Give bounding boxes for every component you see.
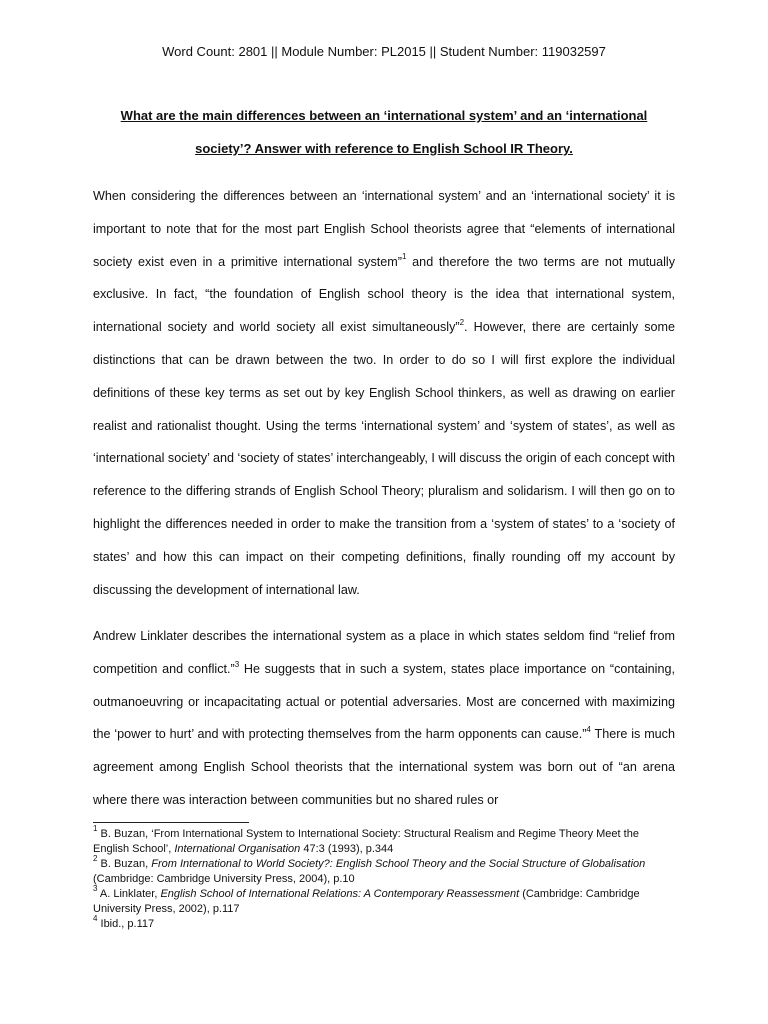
paragraph-text: There is much agreement among English School theorists that the international system was born out of “an arena where there was interaction between communities but no shared rules or xyxy=(93,727,675,807)
footnote-text: 47:3 (1993), p.344 xyxy=(300,843,394,855)
footnote-text: (Cambridge: Cambridge University Press, 2004), p.10 xyxy=(93,873,355,885)
footnote-number: 4 xyxy=(93,914,98,924)
footnote-separator xyxy=(93,822,249,823)
footnote-2 xyxy=(93,854,675,887)
body-paragraph-1 xyxy=(93,180,675,606)
page-header: Word Count: 2801 || Module Number: PL2015 || Student Number: 119032597 xyxy=(162,44,606,59)
essay-title xyxy=(93,99,675,165)
footnote-text: B. Buzan, xyxy=(97,858,152,870)
footnote-1 xyxy=(93,824,675,857)
paragraph-text: When considering the differences between an ‘international system’ and an ‘international society’ it is important to note that for the most part English School theorists agree that “elements of international society exist even in a primitive international system” xyxy=(93,189,675,269)
footnote-4 xyxy=(93,914,675,932)
footnote-ref-3[interactable]: 3 xyxy=(234,659,240,669)
paragraph-text: He suggests that in such a system, states place importance on “containing, outmanoeuvring or incapacitating actual or potential adversaries. Most are concerned with maximizing the ‘power to hurt’ and with protecting themselves from the harm opponents can cause.” xyxy=(93,661,675,742)
footnote-text: Ibid., p.117 xyxy=(97,918,155,930)
footnote-ref-1[interactable]: 1 xyxy=(401,252,407,262)
body-paragraph-2 xyxy=(93,620,675,817)
footnote-ref-2[interactable]: 2 xyxy=(459,318,465,327)
footnote-number: 3 xyxy=(93,884,98,894)
footnote-number: 1 xyxy=(93,824,98,834)
footnote-text: (Cambridge: Cambridge University Press, 2002), p.117 xyxy=(93,888,640,915)
footnote-number: 2 xyxy=(93,854,98,864)
footnote-text: B. Buzan, ‘From International System to International Society: Structural Realism and Regime Theory Meet the English School’, xyxy=(93,828,639,855)
footnote-italic: From International to World Society?: English School Theory and the Social Structure of Globalisation xyxy=(151,858,646,870)
paragraph-text: Andrew Linklater describes the international system as a place in which states seldom find “relief from competition and conflict.” xyxy=(93,629,675,676)
paragraph-text: and therefore the two terms are not mutually exclusive. In fact, “the foundation of English school theory is the idea that international system, international society and world society all exist simultaneously” xyxy=(93,254,675,335)
footnote-text: A. Linklater, xyxy=(97,888,161,900)
footnote-italic: English School of International Relations: A Contemporary Reassessment xyxy=(160,888,520,900)
essay-title-text: What are the main differences between an ‘international system’ and an ‘international society’? Answer with reference to English School IR Theory. xyxy=(120,108,648,156)
footnote-italic: International Organisation xyxy=(174,843,301,855)
footnote-3 xyxy=(93,884,675,917)
footnotes xyxy=(93,824,675,932)
paragraph-text: . However, there are certainly some distinctions that can be drawn between the two. In order to do so I will first explore the individual definitions of these key terms as set out by key English School thinkers, as well as drawing on earlier realist and rationalist thought. Using the terms ‘international system’ and ‘system of states’, as well as ‘international society’ and ‘society of states’ interchangeably, I will discuss the origin of each concept with reference to the differing strands of English School Theory; pluralism and solidarism. I will then go on to highlight the differences needed in order to make the transition from a ‘system of states’ to a ‘society of states’ and how this can impact on their competing definitions, finally rounding off my account by discussing the development of international law. xyxy=(93,320,675,597)
footnote-ref-4[interactable]: 4 xyxy=(586,725,591,735)
